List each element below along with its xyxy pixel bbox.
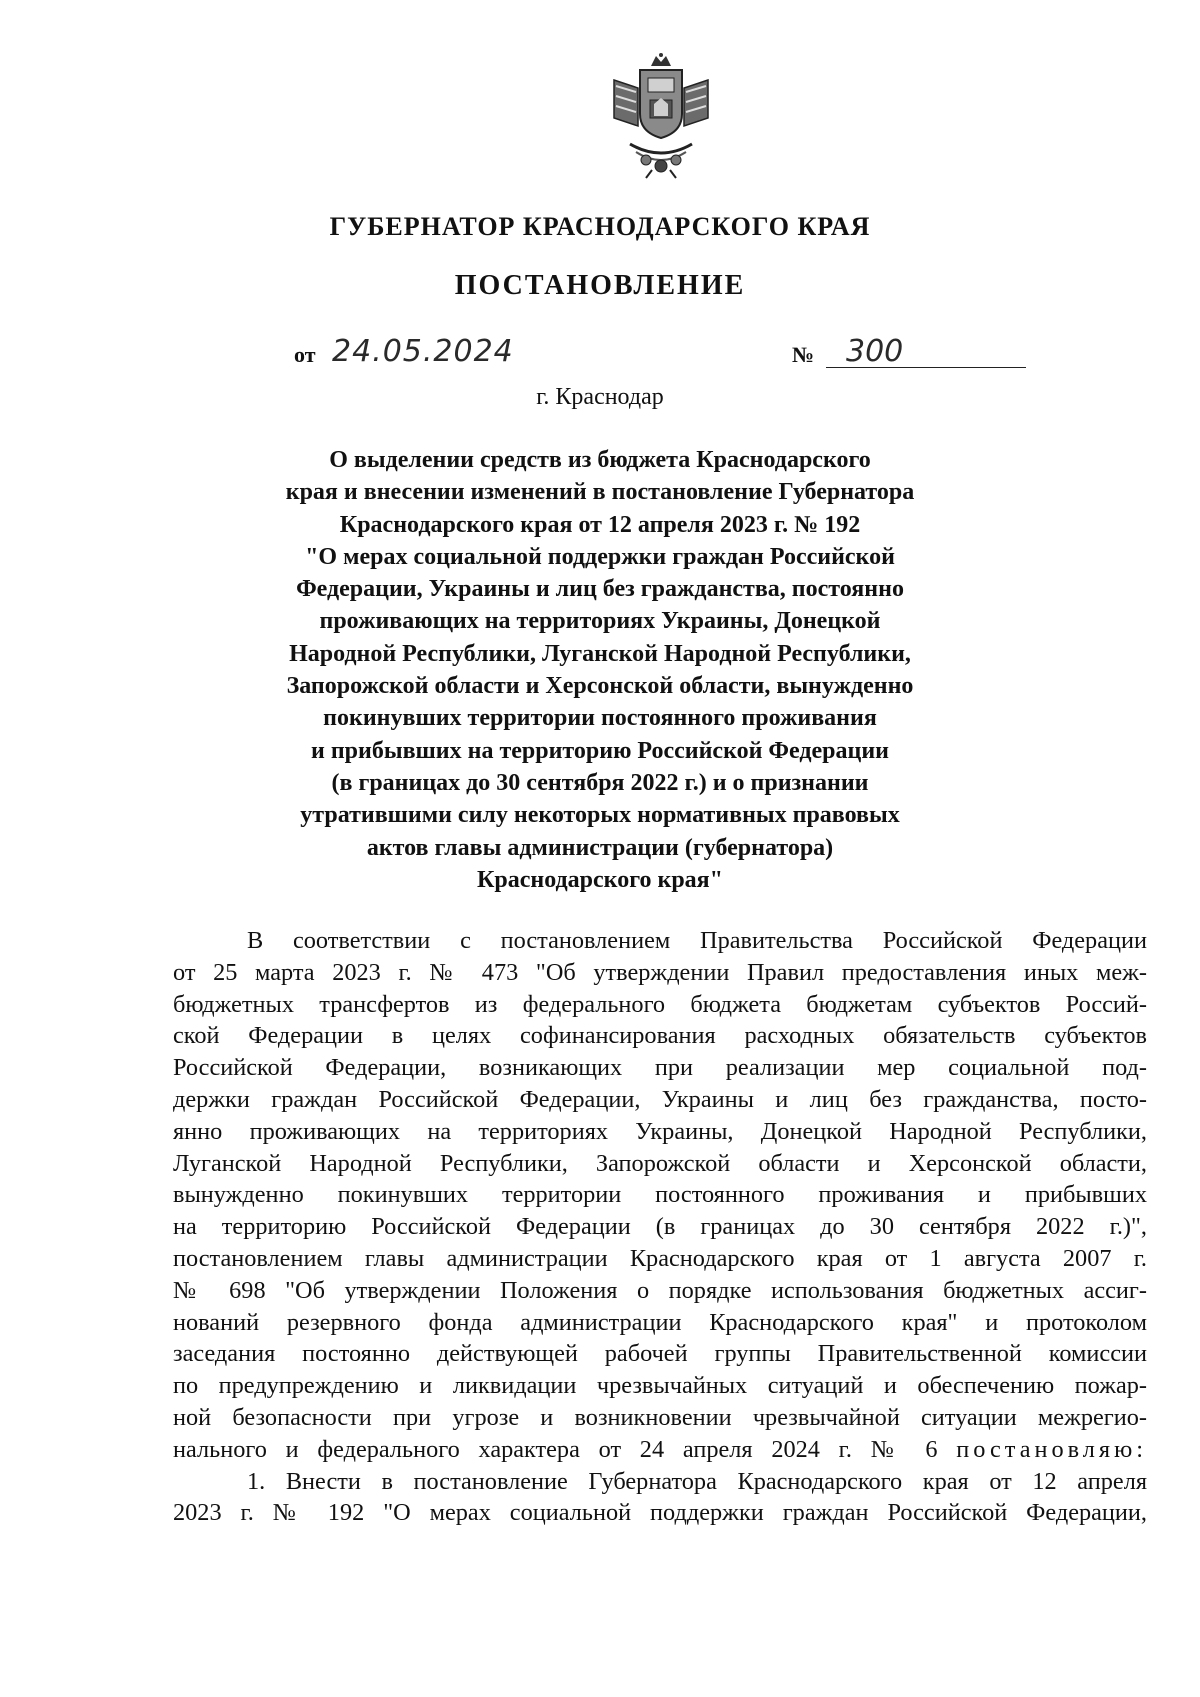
body-line: на территорию Российской Федерации (в границах до 30 сентября 2022 г.)", [173,1213,1147,1241]
body-line: вынужденно покинувших территории постоянного проживания и прибывших [173,1181,1147,1209]
document-body [173,925,1147,1529]
body-line: по предупреждению и ликвидации чрезвычайных ситуаций и обеспечению пожар- [173,1372,1147,1400]
body-line: 1. Внести в постановление Губернатора Краснодарского края от 12 апреля [247,1467,1147,1495]
body-line: Луганской Народной Республики, Запорожской области и Херсонской области, [173,1149,1147,1177]
body-line: 2023 г. № 192 "О мерах социальной поддержки граждан Российской Федерации, [173,1499,1147,1527]
date-number-row [0,334,1200,374]
title-line: края и внесении изменений в постановление Губернатора [285,479,915,506]
title-line: покинувших территории постоянного проживания [323,705,877,732]
resolve-word: постановляю: [956,1435,1147,1463]
title-line: Народной Республики, Луганской Народной Республики, [289,640,911,667]
body-line: В соответствии с постановлением Правительства Российской Федерации [247,927,1147,954]
body-line: № 698 "Об утверждении Положения о порядке использования бюджетных ассиг- [173,1276,1147,1304]
title-line: утратившими силу некоторых нормативных правовых [300,802,900,829]
document-date: 24.05.2024 [332,334,514,369]
title-line: Федерации, Украины и лиц без гражданства, постоянно [296,576,904,603]
body-line-resolve [173,1434,1147,1466]
title-line: О выделении средств из бюджета Краснодарского [329,447,871,473]
document-type: ПОСТАНОВЛЕНИЕ [454,270,746,301]
title-line: проживающих на территориях Украины, Донецкой [319,608,881,635]
body-line: Российской Федерации, возникающих при реализации мер социальной под- [173,1054,1147,1082]
title-line: Краснодарского края от 12 апреля 2023 г. № 192 [339,511,861,538]
body-line: нований резервного фонда администрации Краснодарского края" и протоколом [173,1308,1147,1336]
body-line: ской Федерации в целях софинансирования расходных обязательств субъектов [173,1022,1147,1050]
body-line-text: нального и федерального характера от 24 апреля 2024 г. № 6 [173,1435,938,1463]
title-line: и прибывших на территорию Российской Федерации [311,737,889,764]
title-line: Краснодарского края" [477,866,723,893]
coat-of-arms-icon [606,52,716,180]
body-line: янно проживающих на территориях Украины, Донецкой Народной Республики, [173,1117,1147,1145]
body-line: постановлением главы администрации Краснодарского края от 1 августа 2007 г. [173,1244,1147,1272]
body-line: бюджетных трансфертов из федерального бюджета бюджетам субъектов Россий- [173,990,1147,1018]
title-line: актов главы администрации (губернатора) [366,834,834,861]
date-prefix: от [294,342,316,367]
body-line: заседания постоянно действующей рабочей группы Правительственной комиссии [173,1340,1147,1368]
title-line: "О мерах социальной поддержки граждан Российской [305,543,895,570]
title-line: (в границах до 30 сентября 2022 г.) и о признании [331,769,869,796]
document-title [250,444,950,896]
body-line: ной безопасности при угрозе и возникновении чрезвычайной ситуации межрегио- [173,1403,1147,1431]
number-prefix: № [792,342,815,367]
document-number: 300 [826,334,1026,368]
city: г. Краснодар [536,384,664,410]
body-line: от 25 марта 2023 г. № 473 "Об утверждении Правил предоставления иных меж- [173,958,1147,986]
title-line: Запорожской области и Херсонской области, вынужденно [286,673,914,700]
issuing-authority: ГУБЕРНАТОР КРАСНОДАРСКОГО КРАЯ [329,212,871,241]
body-line: держки граждан Российской Федерации, Украины и лиц без гражданства, посто- [173,1085,1147,1113]
